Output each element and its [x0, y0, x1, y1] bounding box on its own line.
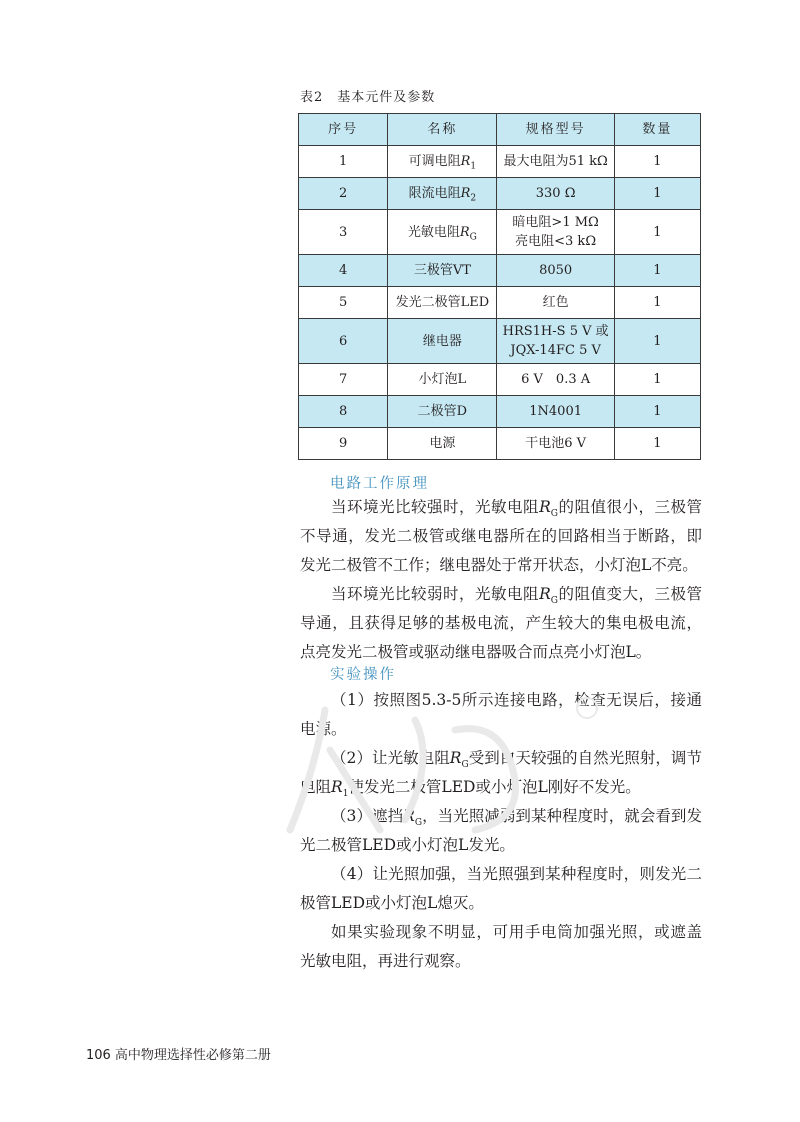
- table-caption: 表2 基本元件及参数: [300, 90, 436, 105]
- table-row: [299, 319, 701, 364]
- cell-no: 8: [299, 396, 388, 428]
- cell-spec: 1N4001: [497, 396, 614, 428]
- cell-qty: 1: [614, 146, 700, 178]
- cell-qty: 1: [614, 287, 700, 319]
- paragraph-dim-light: 当环境光比较弱时，光敏电阻$R_G$的阻值变大，三极管导通，且获得足够的基极电流，产生较大的集电极电流，点亮发光二极管或驱动继电器吸合而点亮小灯泡L。: [300, 585, 702, 661]
- cell-no: 2: [299, 178, 388, 210]
- step-3: （3）遮挡$R_G$，当光照减弱到某种程度时，就会看到发光二极管LED或小灯泡L发光。: [300, 807, 702, 854]
- table-row: [299, 210, 701, 255]
- table-row: [299, 178, 701, 210]
- cell-name: 光敏电阻$R_G$: [388, 210, 497, 255]
- page-footer: [86, 1044, 271, 1063]
- cell-qty: 1: [614, 210, 700, 255]
- step-4: （4）让光照加强，当光照强到某种程度时，则发光二极管LED或小灯泡L熄灭。: [300, 865, 702, 912]
- step-1: （1）按照图5.3-5所示连接电路，检查无误后，接通电源。: [300, 691, 702, 738]
- header-spec: 规格型号: [497, 114, 614, 146]
- cell-qty: 1: [614, 364, 700, 396]
- cell-no: 3: [299, 210, 388, 255]
- cell-name: 发光二极管LED: [388, 287, 497, 319]
- header-no: 序号: [299, 114, 388, 146]
- cell-qty: 1: [614, 428, 700, 460]
- cell-spec: 暗电阻>1 MΩ 亮电阻<3 kΩ: [497, 210, 614, 255]
- table-row: [299, 255, 701, 287]
- cell-spec: 干电池6 V: [497, 428, 614, 460]
- cell-qty: 1: [614, 255, 700, 287]
- step-2: （2）让光敏电阻$R_G$受到白天较强的自然光照射，调节电阻$R_1$使发光二极管LED或小灯泡L刚好不发光。: [300, 749, 702, 800]
- table-row: [299, 428, 701, 460]
- cell-qty: 1: [614, 396, 700, 428]
- cell-spec: 最大电阻为51 kΩ: [497, 146, 614, 178]
- table-header-row: [299, 114, 701, 146]
- cell-name: 继电器: [388, 319, 497, 364]
- cell-spec: 8050: [497, 255, 614, 287]
- closing-note: 如果实验现象不明显，可用手电筒加强光照，或遮盖光敏电阻，再进行观察。: [300, 923, 702, 970]
- section-heading-circuit-principle: 电路工作原理: [330, 476, 429, 492]
- section-heading-experiment: 实验操作: [330, 667, 396, 683]
- cell-name: 限流电阻$R_2$: [388, 178, 497, 210]
- header-name: 名称: [388, 114, 497, 146]
- book-title: 高中物理选择性必修第二册: [114, 1048, 271, 1063]
- cell-qty: 1: [614, 178, 700, 210]
- cell-spec: 红色: [497, 287, 614, 319]
- cell-name: 小灯泡L: [388, 364, 497, 396]
- table-row: [299, 364, 701, 396]
- cell-qty: 1: [614, 319, 700, 364]
- table-row: [299, 396, 701, 428]
- cell-name: 可调电阻$R_1$: [388, 146, 497, 178]
- cell-name: 三极管VT: [388, 255, 497, 287]
- page-number: 106: [86, 1048, 111, 1063]
- cell-spec: HRS1H-S 5 V 或 JQX-14FC 5 V: [497, 319, 614, 364]
- table-row: [299, 287, 701, 319]
- cell-no: 7: [299, 364, 388, 396]
- components-table: [298, 113, 701, 460]
- cell-name: 二极管D: [388, 396, 497, 428]
- table-row: [299, 146, 701, 178]
- cell-no: 4: [299, 255, 388, 287]
- header-qty: 数量: [614, 114, 700, 146]
- paragraph-bright-light: 当环境光比较强时，光敏电阻$R_G$的阻值很小，三极管不导通，发光二极管或继电器所在的回路相当于断路，即发光二极管不工作；继电器处于常开状态，小灯泡L不亮。: [300, 498, 702, 574]
- cell-spec: 330 Ω: [497, 178, 614, 210]
- cell-spec: 6 V 0.3 A: [497, 364, 614, 396]
- cell-no: 6: [299, 319, 388, 364]
- cell-name: 电源: [388, 428, 497, 460]
- cell-no: 9: [299, 428, 388, 460]
- cell-no: 5: [299, 287, 388, 319]
- cell-no: 1: [299, 146, 388, 178]
